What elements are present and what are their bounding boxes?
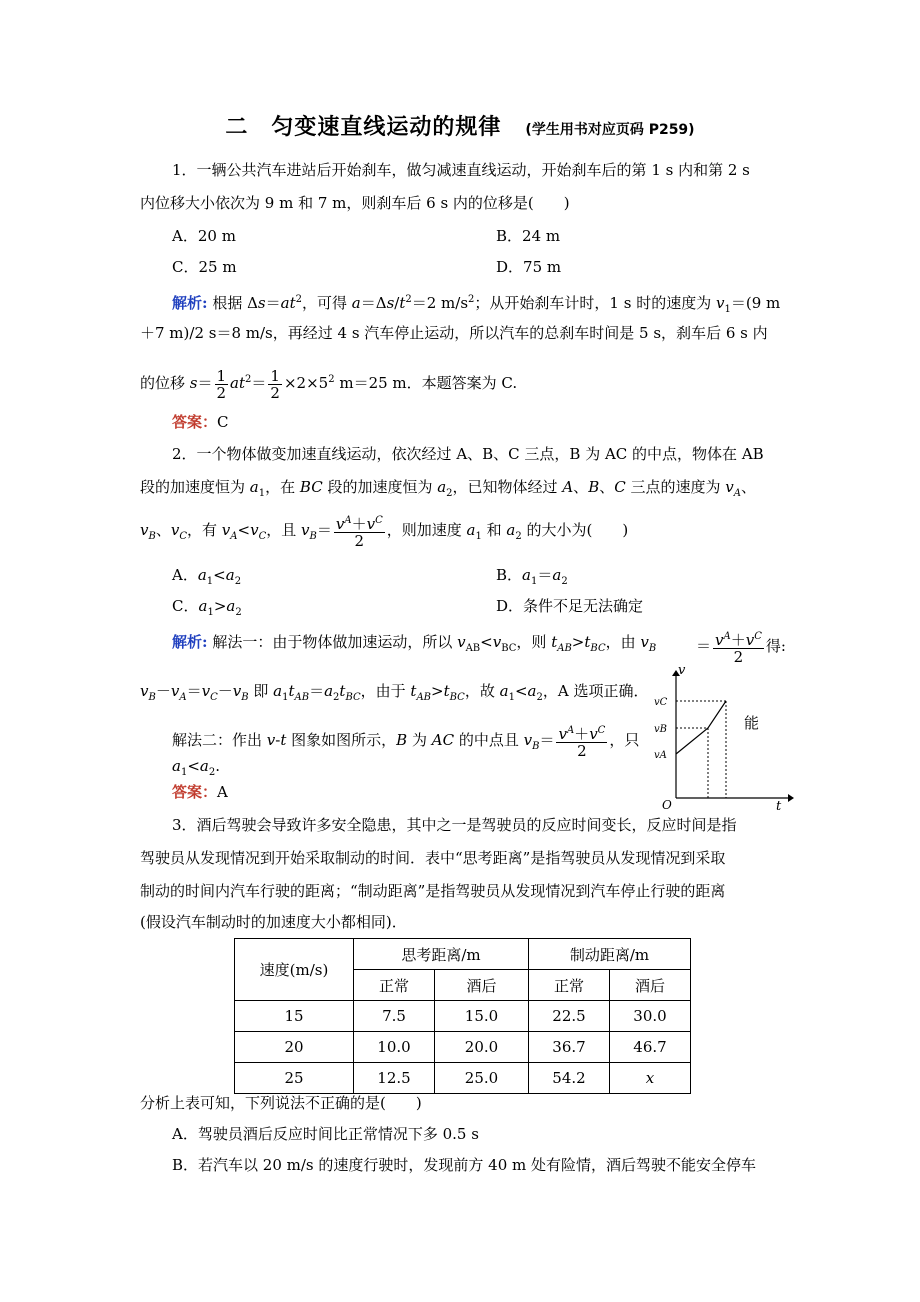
q1-option-d: D．75 m bbox=[496, 258, 562, 276]
table-cell: 12.5 bbox=[354, 1063, 435, 1094]
table-cell: 25.0 bbox=[435, 1063, 529, 1094]
q2-solution-line2: $v_B-v_A=v_C-v_B$ 即 $a_1t_{AB}=a_2t_{BC}$，由于 $t_{AB}>t_{BC}$，故 $a_1<a_2$，A 选项正确． bbox=[140, 682, 649, 703]
table-cell: 20 bbox=[235, 1032, 354, 1063]
answer-value: A bbox=[217, 783, 228, 801]
think-distance-header: 思考距离/m bbox=[354, 939, 529, 970]
distance-table bbox=[234, 938, 691, 1094]
table-cell: 22.5 bbox=[529, 1001, 610, 1032]
sub-header: 酒后 bbox=[610, 970, 691, 1001]
speed-header: 速度(m/s) bbox=[235, 939, 354, 1001]
answer-label: 答案： bbox=[172, 413, 218, 431]
sub-header: 酒后 bbox=[435, 970, 529, 1001]
origin-label: O bbox=[662, 798, 672, 810]
q1-line1: 1．一辆公共汽车进站后开始刹车，做匀减速直线运动，开始刹车后的第 1 s 内和第 2 s bbox=[172, 161, 750, 179]
solution-label: 解析: bbox=[172, 633, 208, 651]
table-cell: 46.7 bbox=[610, 1032, 691, 1063]
q2-solution-line1: 解析: 解法一：由于物体做加速运动，所以 $v_{AB}<v_{BC}$，则 $t_{AB}>t_{BC}$，由 $v_B$ bbox=[172, 633, 657, 654]
table-cell: 25 bbox=[235, 1063, 354, 1094]
q2-answer bbox=[172, 782, 228, 802]
q1-option-b: B．24 m bbox=[496, 227, 561, 245]
brake-distance-header: 制动距离/m bbox=[529, 939, 691, 970]
table-cell: 7.5 bbox=[354, 1001, 435, 1032]
q3-line2: 驾驶员从发现情况到开始采取制动的时间．表中“思考距离”是指驾驶员从发现情况到采取 bbox=[140, 849, 726, 867]
vb-label: vB bbox=[654, 724, 667, 735]
v-label: v bbox=[678, 663, 686, 678]
table-cell: 15.0 bbox=[435, 1001, 529, 1032]
q2-line2: 段的加速度恒为 $a_1$，在 BC 段的加速度恒为 $a_2$，已知物体经过 A、B、C 三点的速度为 $v_A$、 bbox=[140, 478, 756, 499]
q2-option-c: C．$a_1>a_2$ bbox=[172, 597, 242, 618]
q3-option-a: A．驾驶员酒后反应时间比正常情况下多 0.5 s bbox=[172, 1125, 479, 1143]
va-label: vA bbox=[654, 750, 667, 761]
sub-header: 正常 bbox=[529, 970, 610, 1001]
q3-line1: 3．酒后驾驶会导致许多安全隐患，其中之一是驾驶员的反应时间变长，反应时间是指 bbox=[172, 816, 737, 834]
q2-line1: 2．一个物体做变加速直线运动，依次经过 A、B、C 三点，B 为 AC 的中点，物体在 AB bbox=[172, 445, 764, 463]
table-cell: 15 bbox=[235, 1001, 354, 1032]
table-cell: 54.2 bbox=[529, 1063, 610, 1094]
answer-label: 答案： bbox=[172, 783, 218, 801]
section-title: 二 匀变速直线运动的规律 bbox=[225, 115, 502, 140]
table-cell: x bbox=[610, 1063, 691, 1094]
q3-question: 分析上表可知，下列说法不正确的是( ) bbox=[140, 1094, 422, 1112]
overflow-text: 能 bbox=[744, 714, 760, 732]
sub-header: 正常 bbox=[354, 970, 435, 1001]
table-cell: 10.0 bbox=[354, 1032, 435, 1063]
q2-option-a: A．$a_1<a_2$ bbox=[172, 566, 242, 587]
vc-label: vC bbox=[654, 697, 668, 708]
q3-line3: 制动的时间内汽车行驶的距离；“制动距离”是指驾驶员从发现情况到汽车停止行驶的距离 bbox=[140, 882, 726, 900]
page-title bbox=[0, 115, 920, 140]
q2-line3: $v_B$、$v_C$，有 $v_A<v_C$，且 $v_B=$ $\frac{v^A+v^C}{2}$ ，则加速度 $a_1$ 和 $a_2$ 的大小为( ) bbox=[140, 515, 629, 550]
q1-option-a: A．20 m bbox=[172, 227, 236, 245]
t-label: t bbox=[776, 799, 782, 810]
q1-option-c: C．25 m bbox=[172, 258, 237, 276]
t-axis-arrow bbox=[788, 794, 794, 802]
table-row bbox=[235, 1001, 691, 1032]
q1-solution-line1: 解析: 根据 $\Delta s=at^2$，可得 $a=\Delta s/t^2=2$ $m/s^2$；从开始刹车计时，1 s 时的速度为 $v_1=(9$ m bbox=[172, 294, 781, 315]
q1-solution-line3: 的位移 s＝ $\frac{1}{2}$ $at^2=$ $\frac{1}{2}$ $\times 2\times 5^2$ m＝25 m．本题答案为 C. bbox=[140, 366, 518, 402]
table-cell: 20.0 bbox=[435, 1032, 529, 1063]
q2-option-b: B．$a_1=a_2$ bbox=[496, 566, 568, 587]
answer-value: C bbox=[217, 413, 229, 431]
q2-solution-line4: $a_1<a_2$. bbox=[172, 757, 221, 778]
q1-answer bbox=[172, 412, 229, 432]
q2-solution-line3: 解法二：作出 v-t 图象如图所示，B 为 AC 的中点且 $v_B=$ $\frac{v^A+v^C}{2}$ ，只 bbox=[172, 725, 640, 760]
page-reference: (学生用书对应页码 P259) bbox=[525, 122, 695, 138]
q3-line4: (假设汽车制动时的加速度大小都相同)． bbox=[140, 913, 407, 931]
solution-label: 解析: bbox=[172, 294, 208, 312]
q1-line2: 内位移大小依次为 9 m 和 7 m，则刹车后 6 s 内的位移是( ) bbox=[140, 194, 570, 212]
q2-solution-fraction: ＝ $\frac{v^A+v^C}{2}$ 得: bbox=[696, 631, 786, 666]
q3-option-b: B．若汽车以 20 m/s 的速度行驶时，发现前方 40 m 处有险情，酒后驾驶不能安全停车 bbox=[172, 1156, 757, 1174]
table-cell: 30.0 bbox=[610, 1001, 691, 1032]
table-cell: 36.7 bbox=[529, 1032, 610, 1063]
table-row bbox=[235, 1063, 691, 1094]
q1-solution-line2: ＋7 m)/2 s＝8 m/s，再经过 4 s 汽车停止运动，所以汽车的总刹车时间是 5 s，刹车后 6 s 内 bbox=[140, 324, 768, 342]
vt-graph bbox=[648, 660, 798, 810]
table-row bbox=[235, 1032, 691, 1063]
q2-option-d: D．条件不足无法确定 bbox=[496, 597, 644, 615]
